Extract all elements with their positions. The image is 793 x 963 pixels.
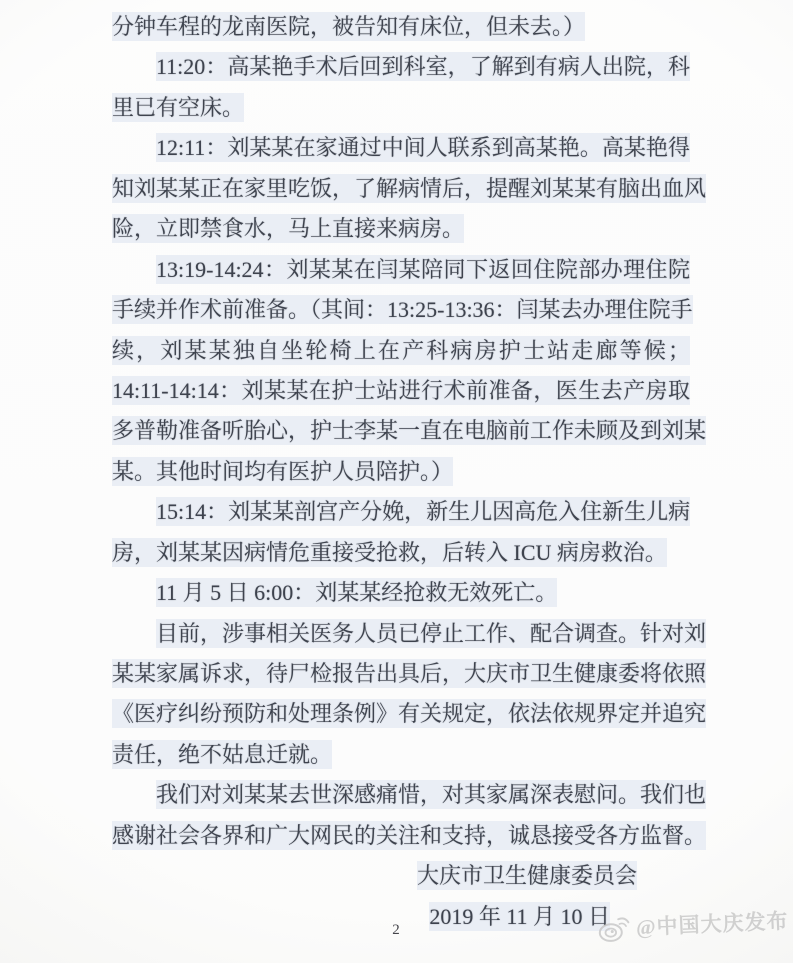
watermark-label: @中国大庆发布 bbox=[635, 908, 790, 940]
text-line bbox=[112, 614, 707, 654]
text-line bbox=[112, 169, 707, 209]
text-line bbox=[112, 250, 690, 290]
text-line bbox=[112, 816, 707, 856]
text-line-content: 知刘某某正在家里吃饭，了解病情后，提醒刘某某有脑出血风 bbox=[112, 175, 707, 201]
text-line bbox=[112, 452, 690, 492]
text-line-content: 责任，绝不姑息迁就。 bbox=[112, 741, 333, 767]
paragraph-lines bbox=[112, 7, 707, 856]
text-line-content: 分钟车程的龙南医院，被告知有床位，但未去。） bbox=[112, 14, 586, 39]
text-line-content: 13:19-14:24：刘某某在闫某陪同下返回住院部办理住院 bbox=[156, 256, 690, 282]
text-line-content: 感谢社会各界和广大网民的关注和支持，诚恳接受各方监督。 bbox=[112, 822, 707, 848]
signature bbox=[112, 856, 690, 896]
text-line bbox=[112, 331, 690, 371]
text-line-content: 《医疗纠纷预防和处理条例》有关规定，依法依规界定并追究 bbox=[112, 701, 707, 727]
text-line-content: 险，立即禁食水，马上直接来病房。 bbox=[112, 216, 465, 242]
text-line bbox=[112, 371, 690, 411]
text-line bbox=[112, 775, 707, 815]
signature-text: 大庆市卫生健康委员会 bbox=[416, 863, 637, 889]
text-line bbox=[112, 735, 690, 775]
text-line-content: 15:14：刘某某剖宫产分娩，新生儿因高危入住新生儿病 bbox=[156, 499, 691, 525]
text-line-content: 目前，涉事相关医务人员已停止工作、配合调查。针对刘 bbox=[156, 620, 707, 646]
text-line-content: 11:20：高某艳手术后回到科室，了解到有病人出院，科 bbox=[156, 54, 690, 80]
weibo-icon bbox=[596, 911, 631, 944]
text-line-content: 房，刘某某因病情危重接受抢救，后转入 ICU 病房救治。 bbox=[112, 539, 667, 565]
text-line bbox=[112, 411, 707, 451]
text-line-content: 多普勒准备听胎心，护士李某一直在电脑前工作未顾及到刘某 bbox=[112, 418, 707, 444]
text-line bbox=[112, 290, 693, 330]
text-line bbox=[112, 492, 690, 532]
text-line bbox=[112, 209, 690, 249]
text-line-content: 11 月 5 日 6:00：刘某某经抢救无效死亡。 bbox=[156, 580, 558, 606]
document-body bbox=[112, 7, 707, 937]
text-line bbox=[112, 694, 707, 734]
text-line-content: 12:11：刘某某在家通过中间人联系到高某艳。高某艳得 bbox=[156, 135, 690, 161]
text-line-content: 续，刘某某独自坐轮椅上在产科病房护士站走廊等候； bbox=[112, 337, 690, 363]
text-line bbox=[112, 573, 690, 613]
text-line-content: 我们对刘某某去世深感痛惜，对其家属深表慰问。我们也 bbox=[156, 782, 707, 808]
date-text: 2019 年 11 月 10 日 bbox=[429, 903, 610, 929]
text-line-content: 手续并作术前准备。（其间：13:25-13:36：闫某去办理住院手 bbox=[112, 297, 693, 323]
text-line-content: 里已有空床。 bbox=[112, 94, 245, 120]
text-line-content: 14:11-14:14：刘某某在护士站进行术前准备，医生去产房取 bbox=[112, 377, 690, 403]
page-number: 2 bbox=[392, 922, 400, 938]
text-line bbox=[112, 533, 690, 573]
text-line bbox=[112, 47, 690, 87]
text-line bbox=[112, 7, 690, 47]
text-line bbox=[112, 654, 707, 694]
text-line-content: 某。其他时间均有医护人员陪护。） bbox=[112, 458, 454, 484]
text-line-content: 某某家属诉求，待尸检报告出具后，大庆市卫生健康委将依照 bbox=[112, 661, 707, 686]
text-line bbox=[112, 128, 690, 168]
text-line bbox=[112, 88, 690, 128]
